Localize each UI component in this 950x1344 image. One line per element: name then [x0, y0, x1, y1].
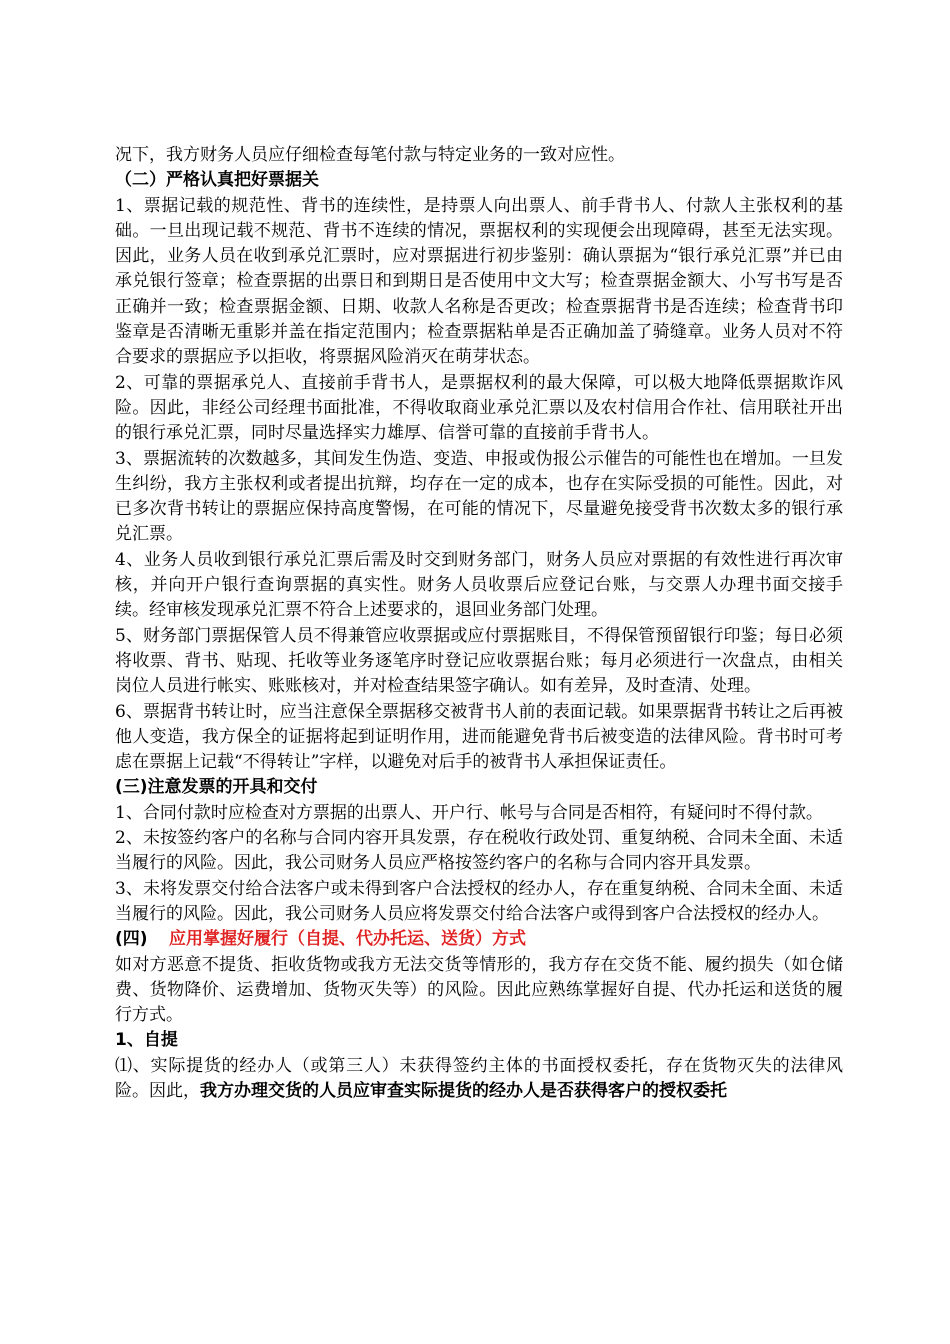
section-2-item-2: 2、可靠的票据承兑人、直接前手背书人，是票据权利的最大保障，可以极大地降低票据欺诈风险。因此，非经公司经理书面批准，不得收取商业承兑汇票以及农村信用合作社、信用联社开出的银行承兑汇票，同时尽量选择实力雄厚、信誉可靠的直接前手背书人。 [115, 372, 843, 444]
section-2-item-3: 3、票据流转的次数越多，其间发生伪造、变造、申报或伪报公示催告的可能性也在增加。一旦发生纠纷，我方主张权利或者提出抗辩，均存在一定的成本，也存在实际受损的可能性。因此，对已多次背书转让的票据应保持高度警惕，在可能的情况下，尽量避免接受背书次数太多的银行承兑汇票。 [115, 448, 843, 545]
section-4-heading-title: 应用掌握好履行（自提、代办托运、送货）方式 [169, 929, 526, 950]
section-4-sub-1-item-1-emphasis: 我方办理交货的人员应审查实际提货的经办人是否获得客户的授权委托 [200, 1080, 727, 1101]
section-2-item-4: 4、业务人员收到银行承兑汇票后需及时交到财务部门，财务人员应对票据的有效性进行再次审核，并向开户银行查询票据的真实性。财务人员收票后应登记台账，与交票人办理书面交接手续。经审核发现承兑汇票不符合上述要求的，退回业务部门处理。 [115, 549, 843, 621]
section-3-item-1: 1、合同付款时应检查对方票据的出票人、开户行、帐号与合同是否相符，有疑问时不得付款。 [115, 802, 823, 823]
section-2-item-6: 6、票据背书转让时，应当注意保全票据移交被背书人前的表面记载。如果票据背书转让之后再被他人变造，我方保全的证据将起到证明作用，进而能避免背书后被变造的法律风险。背书时可考虑在票据上记载“不得转让”字样，以避免对后手的被背书人承担保证责任。 [115, 701, 843, 773]
document-page [115, 143, 843, 1104]
section-3-item-2: 2、未按签约客户的名称与合同内容开具发票，存在税收行政处罚、重复纳税、合同未全面、未适当履行的风险。因此，我公司财务人员应严格按签约客户的名称与合同内容开具发票。 [115, 828, 843, 874]
section-4-heading-number: (四) [115, 929, 148, 950]
section-2-item-1: 1、票据记载的规范性、背书的连续性，是持票人向出票人、前手背书人、付款人主张权利的基础。一旦出现记载不规范、背书不连续的情况，票据权利的实现便会出现障碍，甚至无法实现。因此，业务人员在收到承兑汇票时，应对票据进行初步鉴别：确认票据为“银行承兑汇票”并已由承兑银行签章；检查票据的出票日和到期日是否使用中文大写；检查票据金额大、小写书写是否正确并一致；检查票据金额、日期、收款人名称是否更改；检查票据背书是否连续；检查背书印鉴章是否清晰无重影并盖在指定范围内；检查票据粘单是否正确加盖了骑缝章。业务人员对不符合要求的票据应予以拒收，将票据风险消灭在萌芽状态。 [115, 195, 843, 368]
section-4-sub-heading-1: 1、自提 [115, 1030, 178, 1051]
section-2-item-5: 5、财务部门票据保管人员不得兼管应收票据或应付票据账目，不得保管预留银行印鉴；每日必须将收票、背书、贴现、托收等业务逐笔序时登记应收票据台账；每月必须进行一次盘点，由相关岗位人员进行帐实、账账核对，并对检查结果签字确认。如有差异，及时查清、处理。 [115, 625, 843, 697]
section-3-item-3: 3、未将发票交付给合法客户或未得到客户合法授权的经办人，存在重复纳税、合同未全面、未适当履行的风险。因此，我公司财务人员应将发票交付给合法客户或得到客户合法授权的经办人。 [115, 878, 843, 924]
section-4-sub-1-item-1-text: ⑴、实际提货的经办人（或第三人）未获得签约主体的书面授权委托，存在货物灭失的法律风险。因此， [115, 1055, 843, 1101]
section-4-heading [115, 927, 843, 952]
section-3-heading: (三)注意发票的开具和交付 [115, 777, 318, 798]
section-4-sub-1-item-1 [115, 1054, 843, 1105]
section-4-intro: 如对方恶意不提货、拒收货物或我方无法交货等情形的，我方存在交货不能、履约损失（如仓储费、货物降价、运费增加、货物灭失等）的风险。因此应熟练掌握好自提、代办托运和送货的履行方式。 [115, 954, 843, 1026]
section-2-heading: （二）严格认真把好票据关 [115, 170, 319, 191]
paragraph-intro: 况下，我方财务人员应仔细检查每笔付款与特定业务的一致对应性。 [115, 145, 625, 165]
